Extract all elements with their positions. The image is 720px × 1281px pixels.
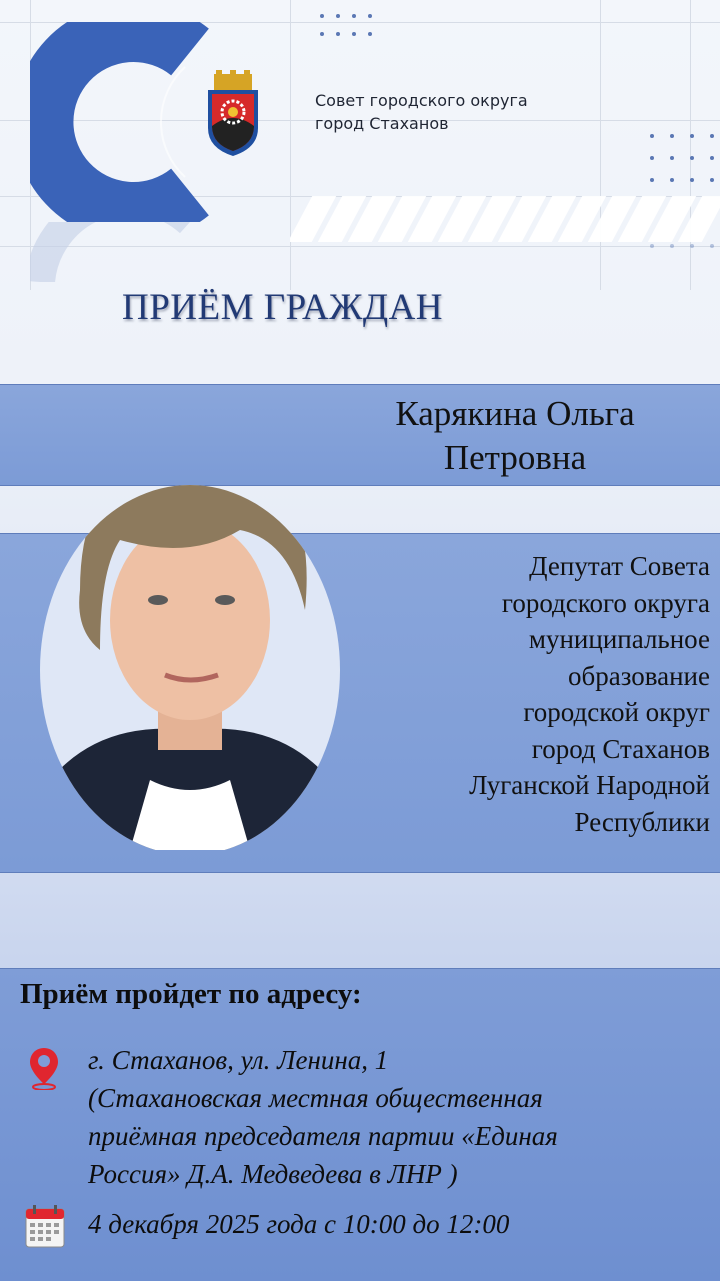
chevron-pattern <box>290 196 720 246</box>
role-line: Республики <box>574 806 710 837</box>
role-line: городского округа <box>501 587 710 618</box>
city-coat-of-arms-icon <box>204 70 262 158</box>
role-line: Луганской Народной <box>469 770 710 800</box>
person-name <box>340 392 690 480</box>
reception-address <box>88 1041 708 1193</box>
role-line: муниципальное <box>528 624 710 654</box>
person-role <box>410 548 710 840</box>
reception-datetime: 4 декабря 2025 года с 10:00 до 12:00 <box>88 1209 510 1239</box>
role-line: город Стаханов <box>531 733 710 764</box>
role-line: городской округ <box>523 697 710 727</box>
reception-heading: Приём пройдет по адресу: <box>20 978 362 1010</box>
map-pin-icon <box>28 1046 60 1090</box>
address-line: Россия» Д.А. Медведева в ЛНР ) <box>88 1159 458 1189</box>
org-line-1: Совет городского округа <box>315 91 528 110</box>
name-line-1: Карякина Ольга <box>395 394 635 433</box>
calendar-icon <box>25 1204 65 1248</box>
role-line: образование <box>568 660 710 691</box>
organization-name <box>315 89 528 135</box>
name-line-2: Петровна <box>443 438 587 477</box>
address-line: (Стахановская местная общественная <box>88 1083 543 1113</box>
page-title: ПРИЁМ ГРАЖДАН <box>121 287 444 328</box>
address-line: приёмная председателя партии «Единая <box>88 1121 558 1151</box>
portrait-photo <box>40 420 340 850</box>
address-line: г. Стаханов, ул. Ленина, 1 <box>88 1045 389 1075</box>
org-line-2: город Стаханов <box>315 114 449 133</box>
logo-letter-c <box>30 22 230 222</box>
role-line: Депутат Совета <box>529 551 710 581</box>
logo-reflection <box>30 222 230 282</box>
